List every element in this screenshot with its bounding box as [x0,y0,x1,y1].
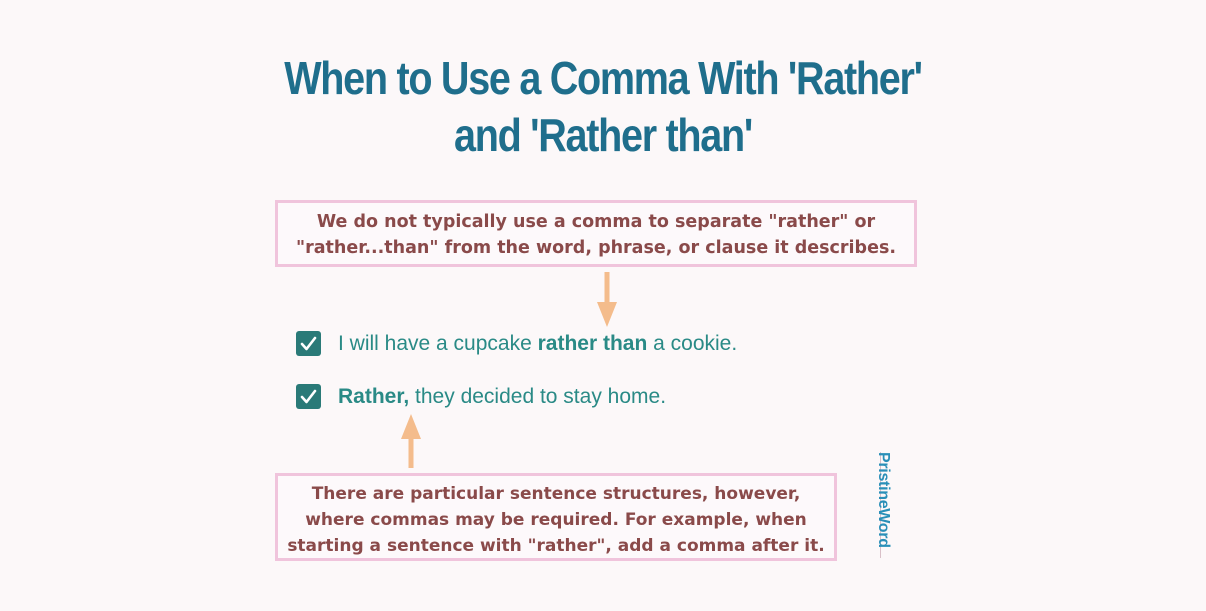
down-arrow-icon [596,272,618,328]
rule-note-box [275,200,917,267]
example-2-after: they decided to stay home. [409,384,667,408]
example-1-after: a cookie. [647,331,738,355]
checkbox-checked-icon [296,331,321,356]
example-2-bold: Rather, [338,384,410,408]
exception-note-box [275,473,837,561]
rule-note-line-1: We do not typically use a comma to separate "rather" or [316,212,876,232]
title-line-1: When to Use a Comma With 'Rather' [284,52,922,104]
rule-note-line-2: "rather...than" from the word, phrase, or clause it describes. [295,238,897,258]
example-sentence-2 [296,384,666,409]
exception-note-line-3: starting a sentence with "rather", add a comma after it. [287,536,825,556]
example-1-bold: rather than [537,331,648,355]
example-sentence-1 [296,331,737,356]
title-line-2: and 'Rather than' [453,109,753,161]
brand-logo: PristineWord [875,452,892,548]
exception-note-line-2: where commas may be required. For example, when [305,510,807,530]
up-arrow-icon [400,414,422,468]
exception-note-line-1: There are particular sentence structures, however, [311,484,801,504]
example-1-before: I will have a cupcake [338,331,538,355]
checkbox-checked-icon [296,384,321,409]
page-title [84,50,1121,164]
